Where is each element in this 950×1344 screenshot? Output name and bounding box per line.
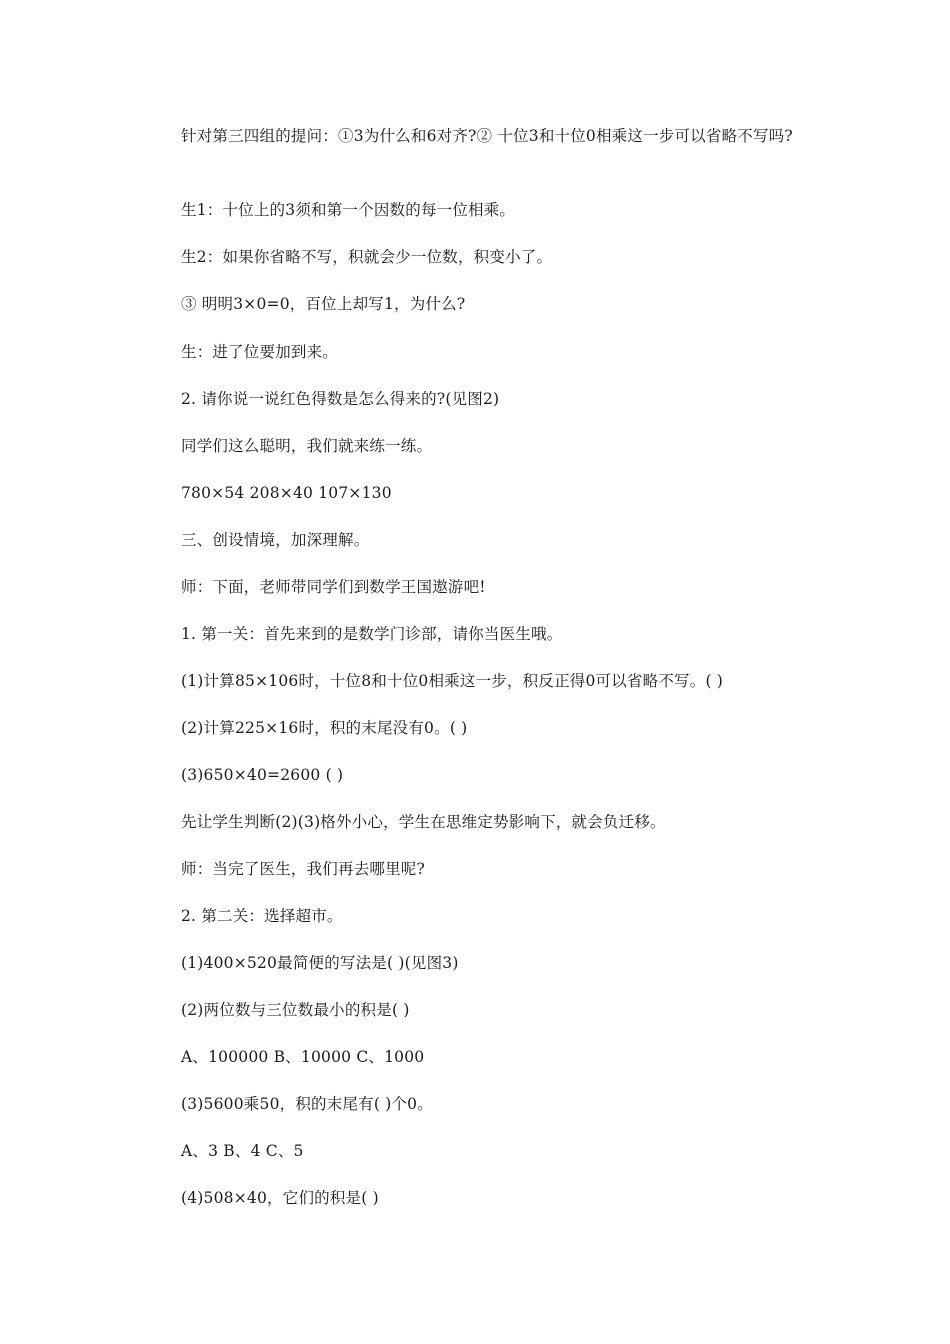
paragraph-student-answer-2: 生2：如果你省略不写，积就会少一位数，积变小了。 <box>181 248 553 266</box>
paragraph-question-third-fourth-group: 针对第三四组的提问：①3为什么和6对齐?② 十位3和十位0相乘这一步可以省略不写吗? <box>181 127 793 145</box>
paragraph-level-1: 1. 第一关：首先来到的是数学门诊部，请你当医生哦。 <box>181 625 563 643</box>
paragraph-teacher-next: 师：当完了医生，我们再去哪里呢? <box>181 860 426 878</box>
paragraph-teacher-intro: 师：下面，老师带同学们到数学王国遨游吧! <box>181 578 486 596</box>
paragraph-judge-item-3: (3)650×40=2600 ( ) <box>181 766 344 784</box>
paragraph-choice-item-2-options: A、100000 B、10000 C、1000 <box>181 1048 425 1066</box>
paragraph-practice-intro: 同学们这么聪明，我们就来练一练。 <box>181 437 433 455</box>
section-heading-3: 三、创设情境，加深理解。 <box>181 531 370 549</box>
paragraph-choice-item-2: (2)两位数与三位数最小的积是( ) <box>181 1001 410 1019</box>
paragraph-choice-item-1: (1)400×520最简便的写法是( )(见图3) <box>181 954 459 972</box>
paragraph-choice-item-3-options: A、3 B、4 C、5 <box>181 1142 304 1160</box>
paragraph-judge-note: 先让学生判断(2)(3)格外小心，学生在思维定势影响下，就会负迁移。 <box>181 813 666 831</box>
paragraph-student-answer-1: 生1：十位上的3须和第一个因数的每一位相乘。 <box>181 201 516 219</box>
paragraph-choice-item-3: (3)5600乘50，积的末尾有( )个0。 <box>181 1095 433 1113</box>
paragraph-red-result-question: 2. 请你说一说红色得数是怎么得来的?(见图2) <box>181 390 500 408</box>
paragraph-level-2: 2. 第二关：选择超市。 <box>181 907 343 925</box>
paragraph-practice-problems: 780×54 208×40 107×130 <box>181 484 392 502</box>
paragraph-judge-item-2: (2)计算225×16时，积的末尾没有0。( ) <box>181 719 468 737</box>
paragraph-choice-item-4: (4)508×40，它们的积是( ) <box>181 1189 379 1207</box>
paragraph-question-3: ③ 明明3×0=0，百位上却写1，为什么? <box>181 295 466 313</box>
paragraph-judge-item-1: (1)计算85×106时，十位8和十位0相乘这一步，积反正得0可以省略不写。( ) <box>181 672 724 690</box>
paragraph-student-answer-carry: 生：进了位要加到来。 <box>181 343 339 361</box>
